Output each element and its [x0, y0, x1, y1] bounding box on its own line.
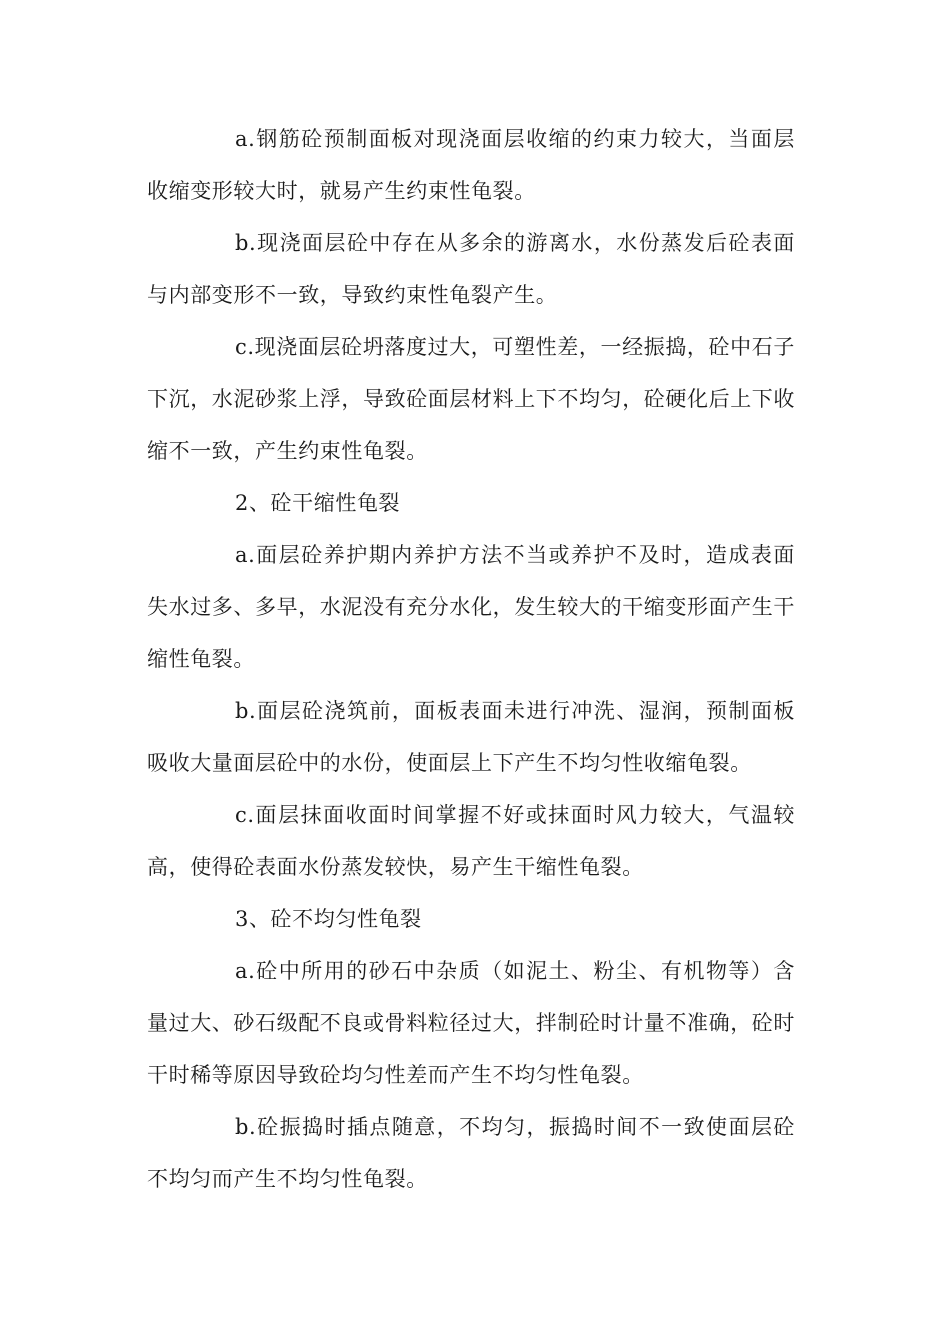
paragraph-constraint-c: c.现浇面层砼坍落度过大，可塑性差，一经振捣，砼中石子下沉，水泥砂浆上浮，导致砼面层材料上下不均匀，砼硬化后上下收缩不一致，产生约束性龟裂。 [147, 335, 795, 463]
section-heading-shrinkage: 2、砼干缩性龟裂 [235, 491, 401, 515]
paragraph-shrinkage-c: c.面层抹面收面时间掌握不好或抹面时风力较大，气温较高，使得砼表面水份蒸发较快，易产生干缩性龟裂。 [147, 803, 795, 879]
section-heading-nonuniform: 3、砼不均匀性龟裂 [235, 907, 422, 931]
paragraph-constraint-a: a.钢筋砼预制面板对现浇面层收缩的约束力较大，当面层收缩变形较大时，就易产生约束性龟裂。 [147, 127, 795, 203]
paragraph-nonuniform-b: b.砼振捣时插点随意，不均匀，振捣时间不一致使面层砼不均匀而产生不均匀性龟裂。 [147, 1115, 795, 1191]
paragraph-nonuniform-a: a.砼中所用的砂石中杂质（如泥土、粉尘、有机物等）含量过大、砂石级配不良或骨料粒径过大，拌制砼时计量不准确，砼时干时稀等原因导致砼均匀性差而产生不均匀性龟裂。 [147, 959, 795, 1087]
paragraph-constraint-b: b.现浇面层砼中存在从多余的游离水，水份蒸发后砼表面与内部变形不一致，导致约束性龟裂产生。 [147, 231, 795, 307]
paragraph-shrinkage-b: b.面层砼浇筑前，面板表面未进行冲洗、湿润，预制面板吸收大量面层砼中的水份，使面层上下产生不均匀性收缩龟裂。 [147, 699, 795, 775]
document-body [147, 113, 795, 1205]
paragraph-shrinkage-a: a.面层砼养护期内养护方法不当或养护不及时，造成表面失水过多、多早，水泥没有充分水化，发生较大的干缩变形面产生干缩性龟裂。 [147, 543, 795, 671]
